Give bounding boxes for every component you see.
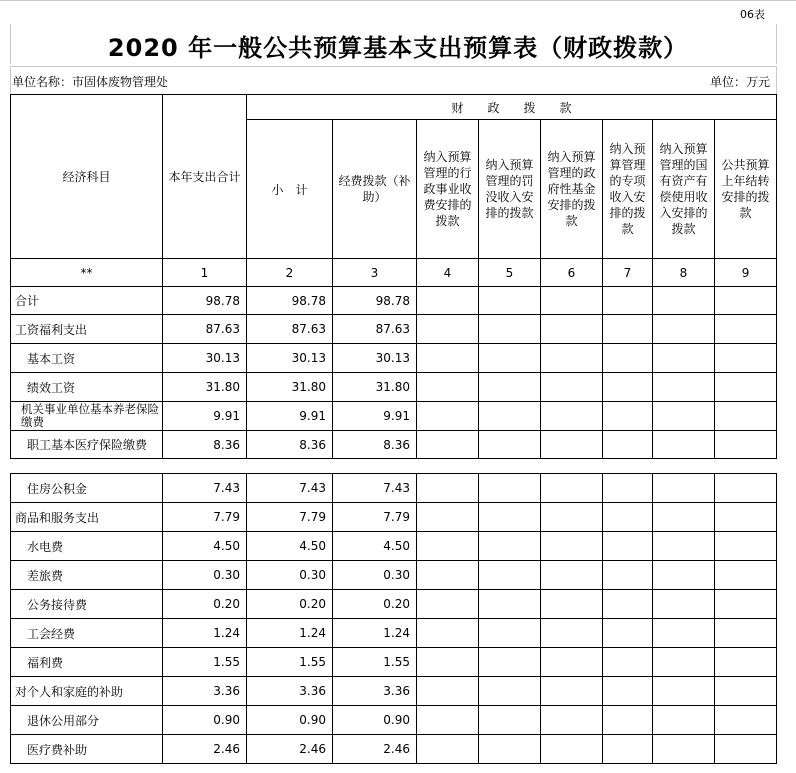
table-row (11, 648, 777, 677)
header-col9: 公共预算上年结转安排的拨款 (715, 120, 777, 259)
row-operating: 98.78 (333, 287, 417, 315)
row-name: 工资福利支出 (11, 315, 163, 344)
row-name: 商品和服务支出 (11, 503, 163, 532)
index-cell: 3 (333, 259, 417, 287)
row-name: 住房公积金 (11, 474, 163, 503)
table-row (11, 315, 777, 344)
row-total: 0.30 (163, 561, 247, 590)
table-row (11, 532, 777, 561)
table-row (11, 344, 777, 373)
row-operating: 30.13 (333, 344, 417, 373)
row-operating: 7.79 (333, 503, 417, 532)
index-cell: 2 (247, 259, 333, 287)
row-subtotal: 98.78 (247, 287, 333, 315)
row-name: 福利费 (11, 648, 163, 677)
row-name: 职工基本医疗保险缴费 (11, 431, 163, 459)
row-operating: 7.43 (333, 474, 417, 503)
row-total: 1.55 (163, 648, 247, 677)
table-row (11, 735, 777, 764)
header-operating: 经费拨款（补助） (333, 120, 417, 259)
row-operating: 9.91 (333, 402, 417, 431)
row-subtotal: 3.36 (247, 677, 333, 706)
row-name: 公务接待费 (11, 590, 163, 619)
table-row (11, 706, 777, 735)
table-row (11, 590, 777, 619)
row-name: 差旅费 (11, 561, 163, 590)
index-cell: 1 (163, 259, 247, 287)
row-operating: 1.24 (333, 619, 417, 648)
row-subtotal: 4.50 (247, 532, 333, 561)
index-cell: ** (11, 259, 163, 287)
header-economic-subject: 经济科目 (11, 95, 163, 259)
row-operating: 31.80 (333, 373, 417, 402)
row-name: 水电费 (11, 532, 163, 561)
row-subtotal: 0.20 (247, 590, 333, 619)
row-name: 基本工资 (11, 344, 163, 373)
index-cell: 6 (541, 259, 603, 287)
row-operating: 1.55 (333, 648, 417, 677)
index-cell: 8 (653, 259, 715, 287)
header-col7: 纳入预算管理的专项收入安排的拨款 (603, 120, 653, 259)
row-total: 3.36 (163, 677, 247, 706)
row-operating: 87.63 (333, 315, 417, 344)
row-total: 0.90 (163, 706, 247, 735)
table-row (11, 677, 777, 706)
row-subtotal: 0.90 (247, 706, 333, 735)
row-operating: 0.20 (333, 590, 417, 619)
table-row (11, 431, 777, 459)
row-total: 30.13 (163, 344, 247, 373)
row-operating: 2.46 (333, 735, 417, 764)
row-subtotal: 9.91 (247, 402, 333, 431)
row-operating: 4.50 (333, 532, 417, 561)
index-cell: 9 (715, 259, 777, 287)
header-subtotal: 小 计 (247, 120, 333, 259)
header-total: 本年支出合计 (163, 95, 247, 259)
currency-unit: 单位：万元 (709, 75, 770, 89)
row-total: 7.43 (163, 474, 247, 503)
header-col4: 纳入预算管理的行政事业收费安排的拨款 (417, 120, 479, 259)
row-name: 退休公用部分 (11, 706, 163, 735)
row-total: 0.20 (163, 590, 247, 619)
row-total: 8.36 (163, 431, 247, 459)
row-subtotal: 1.55 (247, 648, 333, 677)
row-subtotal: 31.80 (247, 373, 333, 402)
row-total: 2.46 (163, 735, 247, 764)
table-row (11, 287, 777, 315)
row-name: 绩效工资 (11, 373, 163, 402)
row-subtotal: 1.24 (247, 619, 333, 648)
index-cell: 5 (479, 259, 541, 287)
row-name: 合计 (11, 287, 163, 315)
header-finance-appropriation: 财 政 拨 款 (247, 95, 777, 120)
row-total: 87.63 (163, 315, 247, 344)
table-row (11, 373, 777, 402)
row-name: 机关事业单位基本养老保险缴费 (11, 402, 163, 431)
row-name: 医疗费补助 (11, 735, 163, 764)
row-operating: 0.30 (333, 561, 417, 590)
budget-table-bottom (10, 473, 777, 764)
row-subtotal: 2.46 (247, 735, 333, 764)
row-total: 9.91 (163, 402, 247, 431)
row-total: 1.24 (163, 619, 247, 648)
unit-name: 单位名称：市固体废物管理处 (12, 75, 169, 89)
sheet-number: 06表 (740, 8, 765, 21)
row-operating: 0.90 (333, 706, 417, 735)
row-name: 对个人和家庭的补助 (11, 677, 163, 706)
top-border (0, 0, 796, 1)
index-cell: 4 (417, 259, 479, 287)
page-title: 2020 年一般公共预算基本支出预算表（财政拨款） (107, 34, 689, 62)
row-operating: 8.36 (333, 431, 417, 459)
row-subtotal: 87.63 (247, 315, 333, 344)
table-row (11, 503, 777, 532)
table-row (11, 474, 777, 503)
table-row (11, 619, 777, 648)
header-col8: 纳入预算管理的国有资产有偿使用收入安排的拨款 (653, 120, 715, 259)
header-col6: 纳入预算管理的政府性基金安排的拨款 (541, 120, 603, 259)
row-total: 98.78 (163, 287, 247, 315)
table-row (11, 561, 777, 590)
row-total: 4.50 (163, 532, 247, 561)
header-col5: 纳入预算管理的罚没收入安排的拨款 (479, 120, 541, 259)
row-total: 7.79 (163, 503, 247, 532)
row-subtotal: 7.79 (247, 503, 333, 532)
table-row (11, 402, 777, 431)
row-name: 工会经费 (11, 619, 163, 648)
index-cell: 7 (603, 259, 653, 287)
budget-table-top (10, 94, 777, 459)
row-operating: 3.36 (333, 677, 417, 706)
row-subtotal: 30.13 (247, 344, 333, 373)
row-subtotal: 7.43 (247, 474, 333, 503)
row-total: 31.80 (163, 373, 247, 402)
row-subtotal: 0.30 (247, 561, 333, 590)
row-subtotal: 8.36 (247, 431, 333, 459)
